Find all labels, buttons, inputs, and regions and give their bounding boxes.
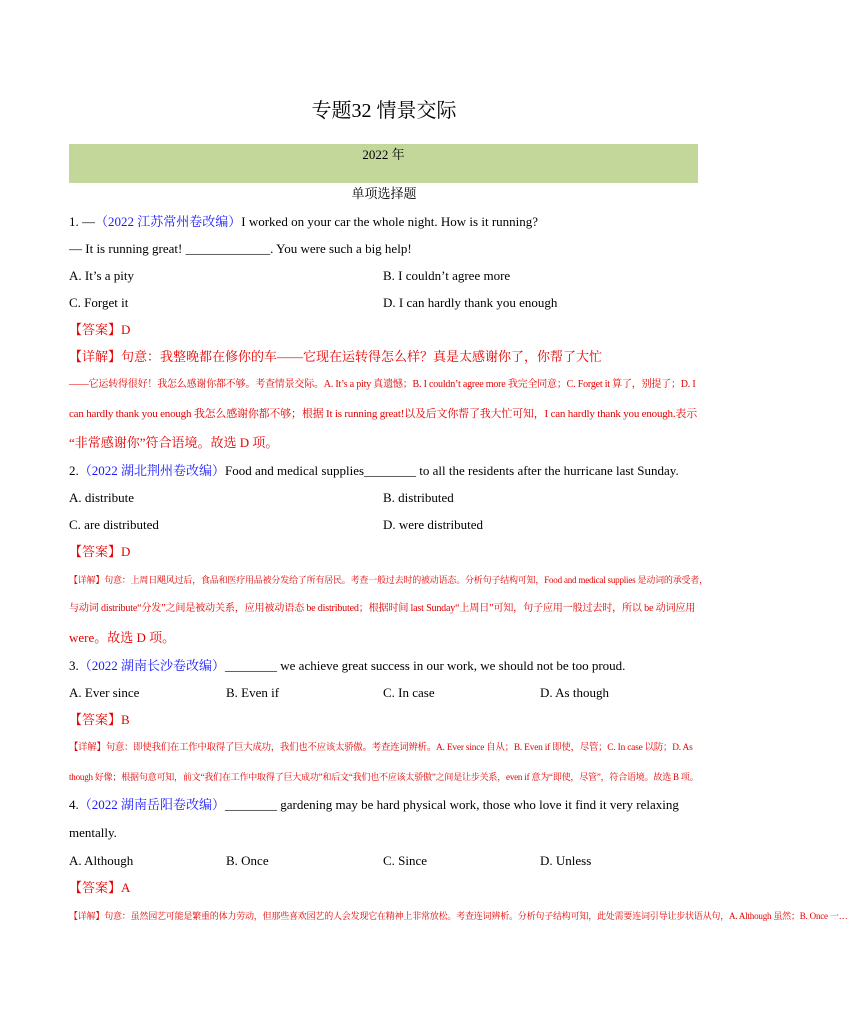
question-4-stem: 4. （2022 湖南岳阳卷改编） ________ gardening may be hard physical work, those who love it find it very relaxing xyxy=(69,791,701,818)
question-3-stem: 3. （2022 湖南长沙卷改编） ________ we achieve great success in our work, we should not be too proud. xyxy=(69,652,701,679)
question-3-analysis-line: 【详解】句意：即使我们在工作中取得了巨大成功，我们也不应该太骄傲。考查连词辨析。A. Ever since 自从；B. Even if 即使，尽管；C. In case 以防；D. As xyxy=(69,742,693,753)
question-4-analysis-line: 【详解】句意：虽然园艺可能是繁重的体力劳动，但那些喜欢园艺的人会发现它在精神上非常放松。考查连词辨析。分析句子结构可知，此处需要连词引导让步状语从句，A. Although 虽然；B. Once 一… xyxy=(69,910,848,921)
question-2-source: （2022 湖北荆州卷改编） xyxy=(78,462,226,478)
option-d: D. Unless xyxy=(540,852,592,868)
option-c: C. Forget it xyxy=(69,294,129,310)
question-3-analysis-line: though 好像；根据句意可知，前文“我们在工作中取得了巨大成功”和后文“我们也不应该太骄傲”之间是让步关系，even if 意为“即使，尽管”，符合语境。故选 B 项。 xyxy=(69,771,699,782)
option-c: C. Since xyxy=(383,852,428,868)
question-1-analysis-line: can hardly thank you enough 我怎么感谢你都不够；根据 It is running great!以及后文你帮了我大忙可知，I can hardly thank you enough.表示 xyxy=(69,407,698,420)
option-d: D. were distributed xyxy=(383,516,484,532)
question-1-source: （2022 江苏常州卷改编） xyxy=(95,213,242,229)
question-2-options-row2 xyxy=(69,511,701,538)
question-1-options-row1 xyxy=(69,262,701,289)
page-title: 专题32 情景交际 xyxy=(311,100,457,122)
option-b: B. I couldn’t agree more xyxy=(383,267,511,283)
question-2-analysis-line: were。故选 D 项。 xyxy=(69,629,176,645)
question-list xyxy=(69,208,848,930)
question-1-answer: 【答案】D xyxy=(69,321,131,337)
question-2-analysis-line: 与动词 distribute“分发”之间是被动关系，应用被动语态 be distributed；根据时间 last Sunday“上周日”可知，句子应用一般过去时，所以 be 动词应用 xyxy=(69,602,696,614)
question-4-options xyxy=(69,847,701,874)
question-3-source: （2022 湖南长沙卷改编） xyxy=(78,657,226,673)
option-a: A. Although xyxy=(69,852,134,868)
section-heading: 单项选择题 xyxy=(351,186,417,201)
option-d: D. As though xyxy=(540,684,609,700)
question-2-options-row1 xyxy=(69,484,701,511)
question-4-stem-line2: mentally. xyxy=(69,824,117,840)
question-1-stem-line2: — It is running great! _____________. You were such a big help! xyxy=(69,240,412,256)
year-band xyxy=(69,144,698,183)
question-4-source: （2022 湖南岳阳卷改编） xyxy=(78,796,226,812)
question-4-answer: 【答案】A xyxy=(69,879,131,895)
option-a: A. Ever since xyxy=(69,684,140,700)
question-1-analysis-line: ——它运转得很好！我怎么感谢你都不够。考查情景交际。A. It’s a pity 真遗憾；B. I couldn’t agree more 我完全同意；C. Forget it 算了，别提了；D. I xyxy=(69,378,696,390)
option-a: A. distribute xyxy=(69,489,134,505)
option-c: C. In case xyxy=(383,684,435,700)
option-b: B. Once xyxy=(226,852,269,868)
question-1-stem: 1. — （2022 江苏常州卷改编） I worked on your car the whole night. How is it running? xyxy=(69,208,701,235)
question-1-analysis-line: 【详解】句意：我整晚都在修你的车——它现在运转得怎么样？真是太感谢你了，你帮了大忙 xyxy=(69,348,603,364)
option-b: B. Even if xyxy=(226,684,280,700)
question-3-options xyxy=(69,679,701,706)
question-2-answer: 【答案】D xyxy=(69,543,131,559)
option-a: A. It’s a pity xyxy=(69,267,134,283)
question-2-stem: 2. （2022 湖北荆州卷改编） Food and medical supplies________ to all the residents after the hurricane last Sunday. xyxy=(69,457,701,484)
option-c: C. are distributed xyxy=(69,516,159,532)
question-3-answer: 【答案】B xyxy=(69,711,130,727)
question-2-analysis-line: 【详解】句意：上周日飓风过后，食品和医疗用品被分发给了所有居民。考查一般过去时的被动语态。分析句子结构可知，Food and medical supplies 是动词的承受者， xyxy=(69,574,708,585)
question-1-options-row2 xyxy=(69,289,701,316)
option-b: B. distributed xyxy=(383,489,454,505)
year-label: 2022 年 xyxy=(362,147,405,162)
question-1-analysis-line: “非常感谢你”符合语境。故选 D 项。 xyxy=(69,434,279,450)
option-d: D. I can hardly thank you enough xyxy=(383,294,558,310)
